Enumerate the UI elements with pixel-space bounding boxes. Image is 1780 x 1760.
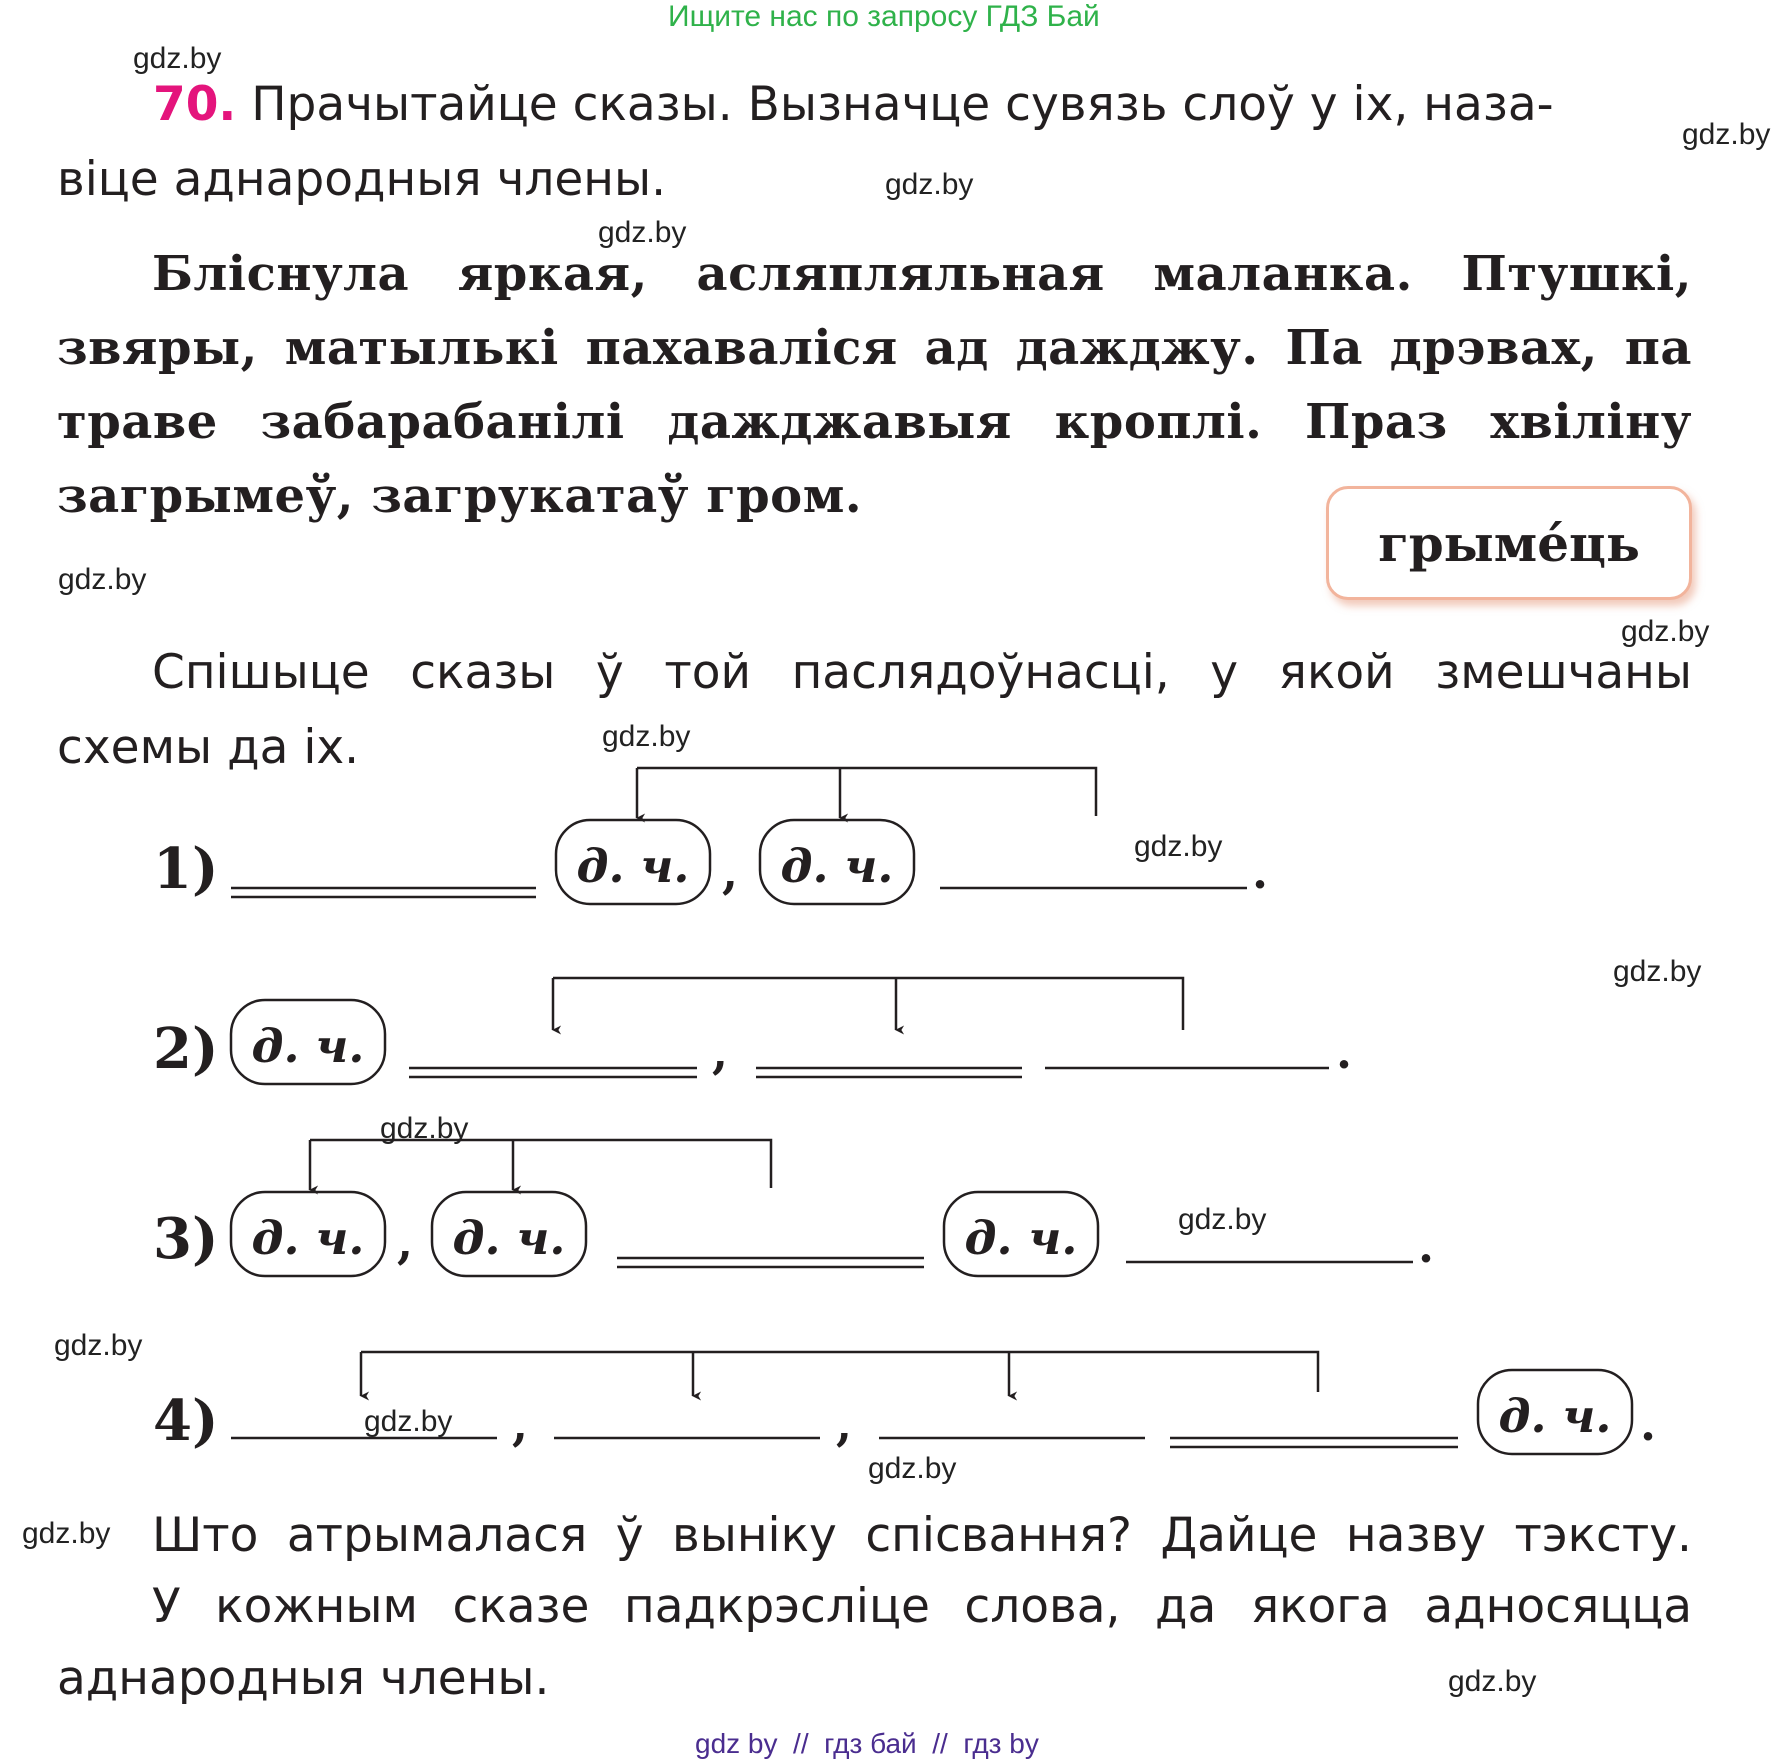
link-line [553, 978, 1183, 1030]
watermark: gdz.by [868, 1452, 957, 1485]
instruction-line-1: Спішыце сказы ў той паслядоўнасці, у якой змешчаны [152, 645, 1692, 700]
pill-label: д. ч. [964, 1211, 1078, 1265]
period: . [1252, 845, 1269, 899]
poem-line-4: загрымеў, загрукатаў гром. [57, 468, 863, 524]
closing-line-1: Што атрымалася ў выніку спісвання? Дайце назву тэксту. [152, 1508, 1692, 1563]
top-banner: Ищите нас по запросу ГДЗ Бай [668, 0, 1100, 33]
period: . [1640, 1397, 1657, 1451]
scheme-3 [153, 1140, 1434, 1276]
scheme-4 [153, 1352, 1656, 1454]
closing-line-3: аднародныя члены. [57, 1651, 550, 1706]
watermark: gdz.by [1682, 118, 1771, 151]
watermark: gdz.by [885, 168, 974, 201]
watermark: gdz.by [1134, 830, 1223, 863]
comma: , [397, 1215, 414, 1269]
bottom-banner: gdz by // гдз бай // гдз by [695, 1728, 1039, 1759]
scheme-4-label: 4) [153, 1388, 219, 1454]
comma: , [712, 1025, 729, 1079]
task-number: 70. [153, 77, 237, 132]
task-text-1: Прачытайце сказы. Вызначце сувязь слоў у іх, наза- [251, 77, 1554, 132]
scheme-3-label: 3) [153, 1206, 219, 1272]
instruction-line-2: схемы да іх. [57, 720, 360, 775]
watermark: gdz.by [1178, 1203, 1267, 1236]
watermark: gdz.by [364, 1405, 453, 1438]
poem-line-1: Бліснула яркая, асляпляльная маланка. Птушкі, [152, 246, 1692, 302]
scheme-2-label: 2) [153, 1016, 219, 1082]
watermark: gdz.by [1448, 1665, 1537, 1698]
comma: , [836, 1397, 853, 1451]
link-line [361, 1352, 1318, 1392]
link-line [310, 1140, 771, 1188]
comma: , [512, 1397, 529, 1451]
period: . [1418, 1219, 1435, 1273]
watermark: gdz.by [602, 720, 691, 753]
watermark: gdz.by [380, 1112, 469, 1145]
vocabulary-word: грымéць [1378, 513, 1640, 573]
watermark: gdz.by [54, 1329, 143, 1362]
pill-label: д. ч. [780, 839, 894, 893]
link-line [637, 768, 1096, 816]
pill-label: д. ч. [251, 1019, 365, 1073]
watermark: gdz.by [22, 1517, 111, 1550]
pill-label: д. ч. [251, 1211, 365, 1265]
watermark: gdz.by [598, 216, 687, 249]
poem-line-2: звяры, матылькі пахаваліся ад дажджу. Па дрэвах, па [57, 320, 1692, 376]
scheme-2 [153, 978, 1352, 1084]
task-line-2: віце аднародныя члены. [57, 152, 667, 207]
watermark: gdz.by [1613, 955, 1702, 988]
pill-label: д. ч. [452, 1211, 566, 1265]
watermark: gdz.by [133, 42, 222, 75]
scheme-1 [153, 768, 1268, 904]
watermark: gdz.by [58, 563, 147, 596]
watermark: gdz.by [1621, 615, 1710, 648]
comma: , [722, 845, 739, 899]
scheme-1-label: 1) [153, 836, 219, 902]
period: . [1336, 1025, 1353, 1079]
pill-label: д. ч. [1498, 1389, 1612, 1443]
pill-label: д. ч. [576, 839, 690, 893]
closing-line-2: У кожным сказе падкрэсліце слова, да якога адносяцца [152, 1579, 1692, 1634]
poem-line-3: траве забарабанілі дажджавыя кроплі. Праз хвіліну [57, 394, 1692, 450]
